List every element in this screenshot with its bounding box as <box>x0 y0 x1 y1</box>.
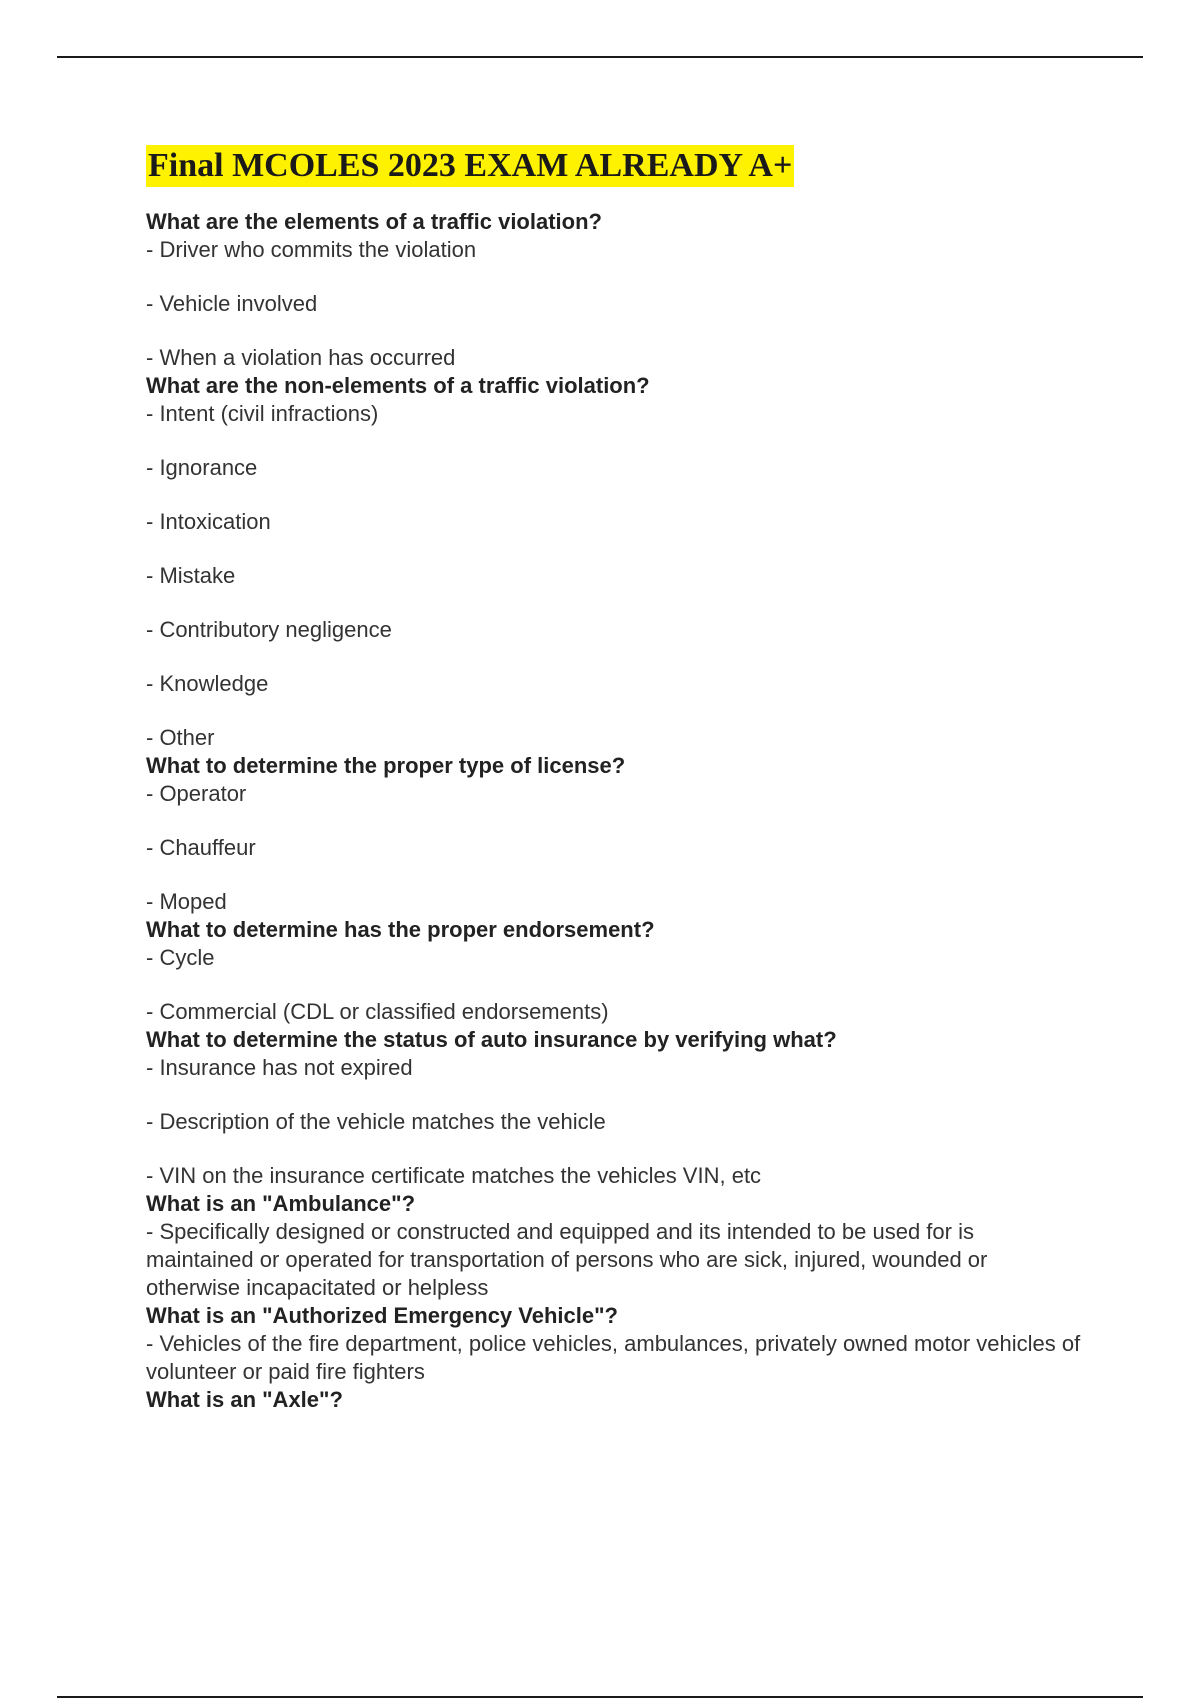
document-body <box>146 145 1086 1414</box>
top-rule <box>57 56 1143 58</box>
answer-text: - Intoxication <box>146 509 271 534</box>
question-text: What are the non-elements of a traffic violation? <box>146 373 650 398</box>
qa-block <box>146 372 1086 752</box>
answer-text: - Vehicles of the fire department, police vehicles, ambulances, privately owned motor vehicles of volunteer or paid fire fighters <box>146 1331 1081 1384</box>
question-text: What is an "Authorized Emergency Vehicle"? <box>146 1303 618 1328</box>
answer-text: - VIN on the insurance certificate matches the vehicles VIN, etc <box>146 1163 762 1188</box>
qa-block <box>146 1026 1086 1190</box>
question-text: What is an "Axle"? <box>146 1387 343 1412</box>
question-text: What to determine the proper type of license? <box>146 753 626 778</box>
answer-text: - Description of the vehicle matches the vehicle <box>146 1109 606 1134</box>
answer-text: - Insurance has not expired <box>146 1055 413 1080</box>
answer-text: - Operator <box>146 781 247 806</box>
qa-block <box>146 208 1086 372</box>
qa-list <box>146 208 1086 1414</box>
question-text: What is an "Ambulance"? <box>146 1191 416 1216</box>
answer-text: - Driver who commits the violation <box>146 237 477 262</box>
answer-text: - When a violation has occurred <box>146 345 456 370</box>
answer-text: - Ignorance <box>146 455 258 480</box>
question-text: What to determine the status of auto insurance by verifying what? <box>146 1027 837 1052</box>
bottom-rule <box>57 1696 1143 1698</box>
answer-text: - Vehicle involved <box>146 291 318 316</box>
qa-block <box>146 1386 1086 1414</box>
answer-text: - Intent (civil infractions) <box>146 401 379 426</box>
qa-block <box>146 1302 1086 1386</box>
answer-text: - Other <box>146 725 215 750</box>
qa-block <box>146 1190 1086 1302</box>
qa-block <box>146 916 1086 1026</box>
page-title: Final MCOLES 2023 EXAM ALREADY A+ <box>146 145 794 187</box>
answer-text: - Specifically designed or constructed and equipped and its intended to be used for is maintained or operated for transportation of persons who are sick, injured, wounded or otherwise incapacitated or helpless <box>146 1219 988 1300</box>
answer-text: - Chauffeur <box>146 835 256 860</box>
qa-block <box>146 752 1086 916</box>
answer-text: - Moped <box>146 889 227 914</box>
answer-text: - Commercial (CDL or classified endorsements) <box>146 999 609 1024</box>
question-text: What to determine has the proper endorsement? <box>146 917 655 942</box>
answer-text: - Mistake <box>146 563 236 588</box>
answer-text: - Cycle <box>146 945 215 970</box>
answer-text: - Contributory negligence <box>146 617 392 642</box>
question-text: What are the elements of a traffic violation? <box>146 209 602 234</box>
answer-text: - Knowledge <box>146 671 269 696</box>
